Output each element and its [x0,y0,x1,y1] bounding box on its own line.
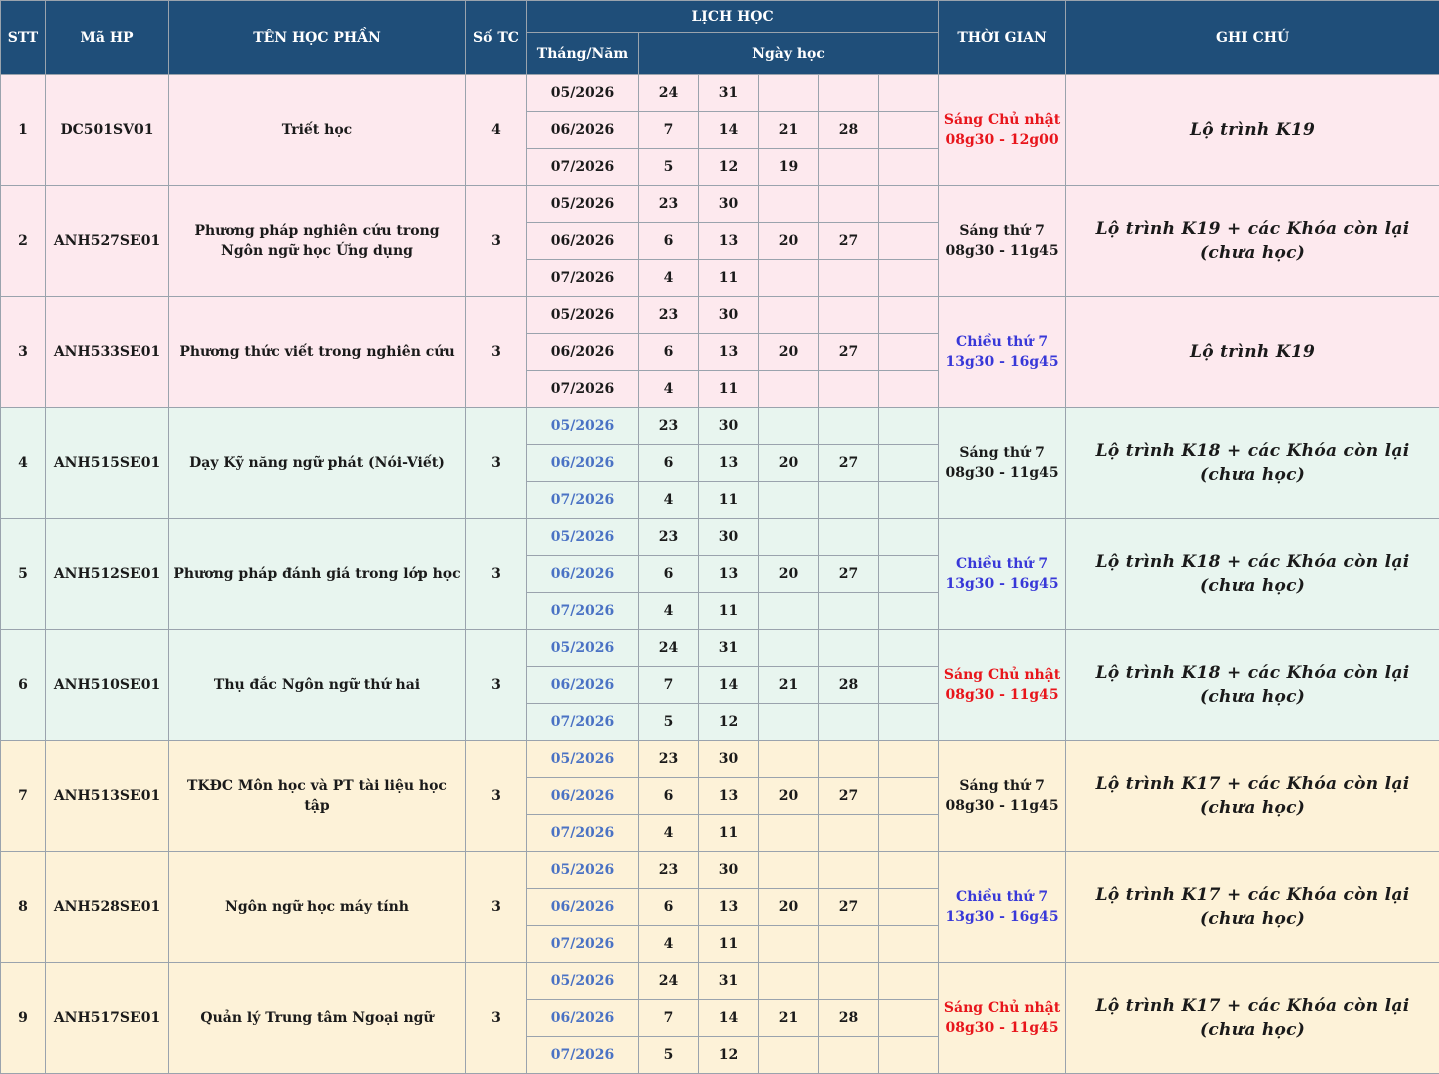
schedule-month: 05/2026 [527,630,639,667]
schedule-day [819,297,879,334]
schedule-day: 20 [759,445,819,482]
course-credits: 3 [466,963,527,1074]
table-row [1,75,1439,112]
schedule-day: 19 [759,149,819,186]
schedule-day: 13 [699,889,759,926]
schedule-day: 31 [699,963,759,1000]
course-time [939,297,1066,408]
schedule-day [759,482,819,519]
schedule-day [879,186,939,223]
header-lich-hoc: LỊCH HỌC [527,1,939,33]
header-ten-hoc-phan: TÊN HỌC PHẦN [169,1,466,75]
course-note [1066,630,1439,741]
schedule-day: 30 [699,852,759,889]
course-credits: 3 [466,630,527,741]
schedule-day [879,667,939,704]
schedule-day [879,1000,939,1037]
schedule-day: 7 [639,112,699,149]
schedule-day [819,260,879,297]
schedule-day: 27 [819,223,879,260]
schedule-day: 4 [639,260,699,297]
schedule-day [759,75,819,112]
schedule-day: 20 [759,778,819,815]
schedule-month: 05/2026 [527,852,639,889]
schedule-day: 13 [699,778,759,815]
course-time [939,963,1066,1074]
course-name: Ngôn ngữ học máy tính [169,852,466,963]
schedule-day: 11 [699,926,759,963]
course-code: DC501SV01 [46,75,169,186]
note-route: Lộ trình K19 + các Khóa còn lại [1070,217,1435,241]
time-session: Sáng Chủ nhật [943,665,1061,685]
table-row [1,741,1439,778]
note-status: (chưa học) [1070,241,1435,265]
schedule-day [879,297,939,334]
schedule-day: 27 [819,556,879,593]
course-time [939,75,1066,186]
schedule-day [879,112,939,149]
schedule-day [819,741,879,778]
schedule-day: 5 [639,704,699,741]
course-stt: 6 [1,630,46,741]
schedule-day: 13 [699,334,759,371]
note-route: Lộ trình K17 + các Khóa còn lại [1070,883,1435,907]
course-stt: 2 [1,186,46,297]
schedule-day: 24 [639,630,699,667]
schedule-month: 07/2026 [527,593,639,630]
course-name: Phương pháp nghiên cứu trong Ngôn ngữ học Ứng dụng [169,186,466,297]
schedule-day: 11 [699,260,759,297]
schedule-day: 24 [639,75,699,112]
schedule-day [879,593,939,630]
time-session: Sáng thứ 7 [943,221,1061,241]
header-thoi-gian: THỜI GIAN [939,1,1066,75]
time-hours: 08g30 - 11g45 [943,1018,1061,1038]
schedule-day: 11 [699,482,759,519]
schedule-day: 28 [819,112,879,149]
schedule-day: 20 [759,334,819,371]
time-hours: 08g30 - 11g45 [943,796,1061,816]
schedule-day: 20 [759,889,819,926]
schedule-day: 6 [639,556,699,593]
course-note [1066,186,1439,297]
time-hours: 08g30 - 11g45 [943,241,1061,261]
time-session: Sáng Chủ nhật [943,998,1061,1018]
course-note [1066,741,1439,852]
schedule-day: 6 [639,778,699,815]
course-note [1066,75,1439,186]
note-status: (chưa học) [1070,1018,1435,1042]
schedule-day [879,371,939,408]
table-row [1,408,1439,445]
schedule-day: 30 [699,297,759,334]
time-hours: 08g30 - 11g45 [943,463,1061,483]
schedule-day [819,852,879,889]
schedule-body [1,75,1439,1074]
schedule-month: 07/2026 [527,815,639,852]
schedule-day [759,704,819,741]
course-name: Phương thức viết trong nghiên cứu [169,297,466,408]
schedule-day: 21 [759,1000,819,1037]
schedule-month: 06/2026 [527,556,639,593]
schedule-month: 07/2026 [527,1037,639,1074]
schedule-day: 31 [699,75,759,112]
schedule-day [759,815,819,852]
schedule-day [759,852,819,889]
schedule-day: 6 [639,889,699,926]
schedule-day: 23 [639,408,699,445]
course-name: TKĐC Môn học và PT tài liệu học tập [169,741,466,852]
schedule-day: 4 [639,926,699,963]
schedule-day: 4 [639,482,699,519]
time-hours: 13g30 - 16g45 [943,352,1061,372]
table-row [1,852,1439,889]
schedule-month: 07/2026 [527,926,639,963]
time-session: Sáng Chủ nhật [943,110,1061,130]
note-status: (chưa học) [1070,685,1435,709]
time-hours: 13g30 - 16g45 [943,907,1061,927]
table-row [1,186,1439,223]
schedule-day [879,260,939,297]
schedule-day: 20 [759,556,819,593]
course-stt: 7 [1,741,46,852]
course-name: Quản lý Trung tâm Ngoại ngữ [169,963,466,1074]
course-stt: 4 [1,408,46,519]
schedule-day [759,1037,819,1074]
note-status: (chưa học) [1070,574,1435,598]
schedule-day [879,149,939,186]
schedule-day: 27 [819,889,879,926]
course-time [939,852,1066,963]
schedule-day [759,519,819,556]
schedule-day: 28 [819,667,879,704]
course-name: Dạy Kỹ năng ngữ phát (Nói-Viết) [169,408,466,519]
course-credits: 3 [466,408,527,519]
schedule-day: 30 [699,741,759,778]
course-code: ANH510SE01 [46,630,169,741]
time-session: Chiều thứ 7 [943,554,1061,574]
schedule-day: 6 [639,223,699,260]
course-code: ANH515SE01 [46,408,169,519]
table-row [1,630,1439,667]
schedule-day [819,519,879,556]
course-stt: 1 [1,75,46,186]
note-status: (chưa học) [1070,463,1435,487]
table-row [1,519,1439,556]
course-credits: 3 [466,186,527,297]
schedule-month: 07/2026 [527,482,639,519]
course-credits: 3 [466,741,527,852]
schedule-day [879,630,939,667]
time-hours: 08g30 - 12g00 [943,130,1061,150]
schedule-day [759,630,819,667]
schedule-day: 27 [819,778,879,815]
course-code: ANH512SE01 [46,519,169,630]
schedule-month: 05/2026 [527,186,639,223]
schedule-day: 28 [819,1000,879,1037]
course-note [1066,852,1439,963]
course-credits: 4 [466,75,527,186]
schedule-month: 07/2026 [527,149,639,186]
schedule-day: 23 [639,186,699,223]
schedule-day [819,371,879,408]
schedule-day [879,815,939,852]
schedule-day [819,630,879,667]
schedule-day: 11 [699,593,759,630]
schedule-day [879,852,939,889]
time-session: Sáng thứ 7 [943,443,1061,463]
schedule-month: 07/2026 [527,371,639,408]
schedule-day: 21 [759,112,819,149]
schedule-day [759,371,819,408]
schedule-month: 05/2026 [527,741,639,778]
header-so-tc: Số TC [466,1,527,75]
schedule-month: 07/2026 [527,704,639,741]
schedule-month: 05/2026 [527,519,639,556]
schedule-day: 6 [639,334,699,371]
time-hours: 13g30 - 16g45 [943,574,1061,594]
schedule-day: 13 [699,556,759,593]
course-code: ANH533SE01 [46,297,169,408]
course-code: ANH528SE01 [46,852,169,963]
schedule-day: 27 [819,334,879,371]
schedule-day [879,704,939,741]
course-stt: 9 [1,963,46,1074]
time-session: Chiều thứ 7 [943,332,1061,352]
schedule-month: 06/2026 [527,334,639,371]
note-route: Lộ trình K19 [1070,118,1435,142]
course-credits: 3 [466,519,527,630]
schedule-day: 12 [699,704,759,741]
course-time [939,408,1066,519]
schedule-day [819,482,879,519]
schedule-day [759,260,819,297]
course-name: Triết học [169,75,466,186]
schedule-day [879,408,939,445]
note-route: Lộ trình K17 + các Khóa còn lại [1070,994,1435,1018]
course-note [1066,963,1439,1074]
schedule-day [759,926,819,963]
schedule-day [819,149,879,186]
schedule-day: 4 [639,371,699,408]
schedule-month: 05/2026 [527,963,639,1000]
header-ngay-hoc: Ngày học [639,33,939,75]
course-stt: 5 [1,519,46,630]
schedule-day: 23 [639,741,699,778]
schedule-day [819,815,879,852]
schedule-day: 31 [699,630,759,667]
note-route: Lộ trình K17 + các Khóa còn lại [1070,772,1435,796]
header-thang-nam: Tháng/Năm [527,33,639,75]
schedule-day: 5 [639,1037,699,1074]
schedule-day: 24 [639,963,699,1000]
schedule-day [879,223,939,260]
note-status: (chưa học) [1070,907,1435,931]
course-time [939,630,1066,741]
course-time [939,741,1066,852]
schedule-day: 4 [639,593,699,630]
schedule-day [879,445,939,482]
schedule-day [819,75,879,112]
schedule-day [879,963,939,1000]
note-route: Lộ trình K18 + các Khóa còn lại [1070,439,1435,463]
schedule-day: 14 [699,667,759,704]
course-name: Thụ đắc Ngôn ngữ thứ hai [169,630,466,741]
schedule-day: 7 [639,1000,699,1037]
schedule-day: 11 [699,371,759,408]
schedule-day [759,963,819,1000]
header-ghi-chu: GHI CHÚ [1066,1,1439,75]
note-route: Lộ trình K18 + các Khóa còn lại [1070,661,1435,685]
schedule-day [759,186,819,223]
schedule-day [879,75,939,112]
note-route: Lộ trình K19 [1070,340,1435,364]
schedule-month: 06/2026 [527,223,639,260]
schedule-day: 6 [639,445,699,482]
schedule-day: 4 [639,815,699,852]
schedule-day [879,519,939,556]
header-stt: STT [1,1,46,75]
schedule-day: 14 [699,112,759,149]
course-credits: 3 [466,852,527,963]
schedule-day: 23 [639,519,699,556]
course-code: ANH527SE01 [46,186,169,297]
schedule-day [879,889,939,926]
course-credits: 3 [466,297,527,408]
schedule-day [819,704,879,741]
schedule-day [879,926,939,963]
schedule-month: 06/2026 [527,778,639,815]
schedule-day: 12 [699,149,759,186]
schedule-day [819,926,879,963]
header-ma-hp: Mã HP [46,1,169,75]
schedule-day: 20 [759,223,819,260]
schedule-day [819,408,879,445]
time-session: Sáng thứ 7 [943,776,1061,796]
course-code: ANH513SE01 [46,741,169,852]
time-hours: 08g30 - 11g45 [943,685,1061,705]
schedule-month: 06/2026 [527,1000,639,1037]
schedule-day [879,556,939,593]
schedule-month: 06/2026 [527,445,639,482]
schedule-day [879,482,939,519]
course-time [939,519,1066,630]
time-session: Chiều thứ 7 [943,887,1061,907]
schedule-day [759,593,819,630]
schedule-month: 06/2026 [527,889,639,926]
note-status: (chưa học) [1070,796,1435,820]
schedule-day: 13 [699,445,759,482]
schedule-day: 11 [699,815,759,852]
schedule-day: 5 [639,149,699,186]
schedule-day [759,408,819,445]
schedule-day: 7 [639,667,699,704]
schedule-day: 30 [699,186,759,223]
schedule-day [819,186,879,223]
schedule-day: 23 [639,852,699,889]
schedule-day: 21 [759,667,819,704]
course-time [939,186,1066,297]
schedule-month: 06/2026 [527,112,639,149]
schedule-day: 12 [699,1037,759,1074]
course-stt: 8 [1,852,46,963]
course-name: Phương pháp đánh giá trong lớp học [169,519,466,630]
schedule-month: 05/2026 [527,75,639,112]
course-note [1066,297,1439,408]
schedule-day: 13 [699,223,759,260]
course-note [1066,408,1439,519]
schedule-day: 30 [699,519,759,556]
schedule-day: 27 [819,445,879,482]
course-stt: 3 [1,297,46,408]
schedule-month: 06/2026 [527,667,639,704]
course-code: ANH517SE01 [46,963,169,1074]
schedule-day: 23 [639,297,699,334]
schedule-day: 30 [699,408,759,445]
schedule-day [819,963,879,1000]
schedule-month: 05/2026 [527,408,639,445]
schedule-day: 14 [699,1000,759,1037]
schedule-day [879,778,939,815]
course-note [1066,519,1439,630]
schedule-day [759,741,819,778]
schedule-day [879,741,939,778]
schedule-day [879,1037,939,1074]
table-row [1,297,1439,334]
schedule-day [819,1037,879,1074]
schedule-month: 07/2026 [527,260,639,297]
schedule-month: 05/2026 [527,297,639,334]
schedule-day [759,297,819,334]
note-route: Lộ trình K18 + các Khóa còn lại [1070,550,1435,574]
schedule-day [879,334,939,371]
table-row [1,963,1439,1000]
schedule-day [819,593,879,630]
